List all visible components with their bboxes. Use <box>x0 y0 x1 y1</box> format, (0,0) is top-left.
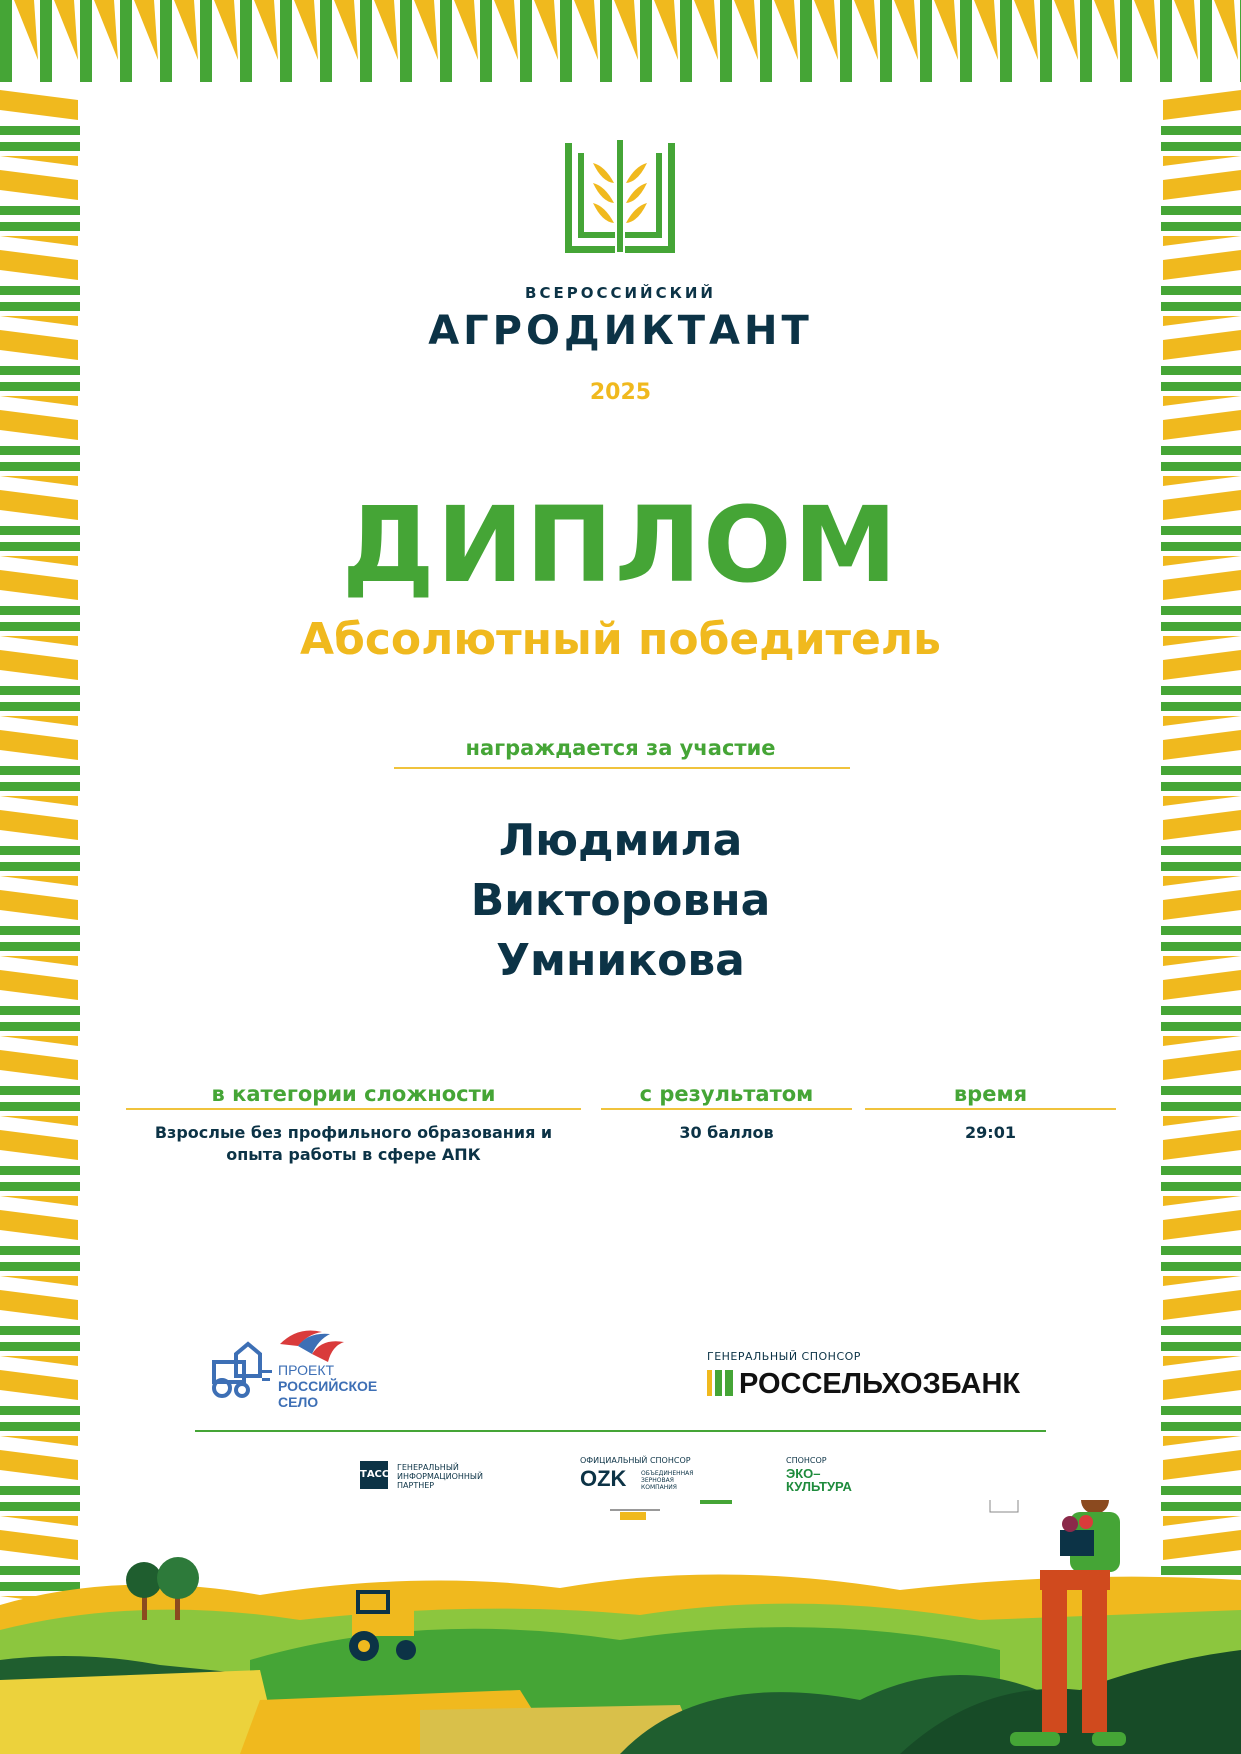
ornament-shape <box>1161 1086 1241 1095</box>
ornament-shape <box>0 1436 78 1446</box>
ornament-shape <box>400 0 412 82</box>
ornament-shape <box>1163 1370 1241 1400</box>
ornament-shape <box>160 0 172 82</box>
ornament-shape <box>0 90 78 120</box>
ornament-shape <box>1120 0 1132 82</box>
ornament-shape <box>0 1370 78 1400</box>
ozk-line3: КОМПАНИЯ <box>641 1484 677 1491</box>
ornament-shape <box>1163 410 1241 440</box>
ornament-shape <box>1161 1262 1241 1271</box>
ornament-shape <box>1161 1486 1241 1495</box>
ornament-shape <box>0 1486 80 1495</box>
project-line1: ПРОЕКТ <box>278 1362 335 1378</box>
ornament-shape <box>1161 142 1241 151</box>
ornament-shape <box>0 156 78 166</box>
drone-illustration <box>610 1500 760 1520</box>
tractor-house-icon <box>208 1326 274 1406</box>
sponsor-label: СПОНСОР <box>786 1456 827 1465</box>
ornament-shape <box>1160 0 1172 82</box>
ornament-shape <box>1161 222 1241 231</box>
ornament-shape <box>1161 1166 1241 1175</box>
ornament-shape <box>0 1356 78 1366</box>
ornament-shape <box>0 1422 80 1431</box>
result-value: 30 баллов <box>679 1123 774 1142</box>
eco-line1: ЭКО– <box>786 1466 821 1481</box>
ornament-shape <box>0 1166 80 1175</box>
ornament-shape <box>0 366 80 375</box>
ornament-shape <box>280 0 292 82</box>
ornament-shape <box>1161 1422 1241 1431</box>
ornament-shape <box>1161 206 1241 215</box>
ornament-shape <box>0 1406 80 1415</box>
ornament-shape <box>840 0 852 82</box>
ornament-shape <box>1163 1036 1241 1046</box>
ornament-shape <box>1163 1130 1241 1160</box>
bank-stripes-icon <box>707 1370 733 1396</box>
ornament-shape <box>200 0 212 82</box>
project-line2: РОССИЙСКОЕ <box>278 1378 378 1394</box>
ornament-shape <box>1163 90 1241 120</box>
ornament-shape <box>0 1290 78 1320</box>
ozk-caption <box>641 1470 693 1491</box>
category-value <box>126 1122 581 1166</box>
ozk-line2: ЗЕРНОВАЯ <box>641 1477 674 1484</box>
general-sponsor-name: РОССЕЛЬХОЗБАНК <box>739 1368 1021 1400</box>
ornament-shape <box>1163 250 1241 280</box>
project-russian-village-logo <box>208 1326 388 1416</box>
ornament-shape <box>1000 0 1012 82</box>
project-line3: СЕЛО <box>278 1394 319 1410</box>
time-underline <box>865 1108 1116 1110</box>
ornament-shape <box>1080 0 1092 82</box>
ornament-shape <box>0 1006 80 1015</box>
tass-line2: ИНФОРМАЦИОННЫЙ <box>397 1472 483 1481</box>
ornament-shape <box>0 206 80 215</box>
ornament-shape <box>0 1102 80 1111</box>
ornament-shape <box>0 410 78 440</box>
recipient-last-name: Умникова <box>496 935 745 986</box>
ornament-shape <box>1163 1356 1241 1366</box>
ornament-shape <box>40 0 52 82</box>
ornament-shape <box>1163 156 1241 166</box>
ornament-shape <box>880 0 892 82</box>
ornament-shape <box>1163 1436 1241 1446</box>
ornament-shape <box>80 0 92 82</box>
ornament-shape <box>1161 366 1241 375</box>
ornament-shape <box>1163 1276 1241 1286</box>
logo-subtitle: ВСЕРОССИЙСКИЙ <box>525 284 716 302</box>
tass-logo: ТАСС <box>360 1461 388 1489</box>
tass-line1: ГЕНЕРАЛЬНЫЙ <box>397 1463 459 1472</box>
ornament-shape <box>0 1326 80 1335</box>
ornament-shape <box>0 716 78 726</box>
time-value: 29:01 <box>965 1123 1016 1142</box>
ornament-shape <box>640 0 652 82</box>
ornament-shape <box>1163 1116 1241 1126</box>
general-sponsor-logo <box>707 1350 1057 1410</box>
ornament-shape <box>1161 1342 1241 1351</box>
ornament-shape <box>0 142 80 151</box>
recipient-first-name: Людмила <box>498 815 743 866</box>
ornament-shape <box>0 1036 78 1046</box>
ornament-shape <box>1161 1182 1241 1191</box>
recipient-patronymic: Викторовна <box>470 875 771 926</box>
ornament-shape <box>120 0 132 82</box>
diploma-title: ДИПЛОМ <box>342 484 899 606</box>
ornament-shape <box>520 0 532 82</box>
ornament-shape <box>1161 446 1241 455</box>
ornament-shape <box>0 126 80 135</box>
ornament-shape <box>1161 702 1241 711</box>
ornament-shape <box>1163 796 1241 806</box>
top-ornament <box>0 0 1241 82</box>
ornament-shape <box>1161 766 1241 775</box>
time-label: время <box>953 1082 1028 1106</box>
ornament-shape <box>0 250 78 280</box>
ornament-shape <box>0 1182 80 1191</box>
recipient-name <box>0 811 1241 991</box>
ornament-shape <box>0 1130 78 1160</box>
ornament-shape <box>0 1342 80 1351</box>
ornament-shape <box>1200 0 1212 82</box>
general-sponsor-label: ГЕНЕРАЛЬНЫЙ СПОНСОР <box>707 1350 861 1363</box>
ornament-shape <box>1161 1406 1241 1415</box>
ornament-shape <box>960 0 972 82</box>
diploma-subtitle: Абсолютный победитель <box>300 614 941 665</box>
ornament-shape <box>0 796 78 806</box>
awarded-for-label: награждается за участие <box>465 736 776 760</box>
category-label: в категории сложности <box>211 1082 496 1106</box>
ornament-shape <box>1161 1246 1241 1255</box>
ornament-shape <box>1163 170 1241 200</box>
ozk-logo: OZK <box>580 1466 627 1491</box>
ornament-shape <box>0 766 80 775</box>
category-underline <box>126 1108 581 1110</box>
ornament-shape <box>0 782 80 791</box>
farm-landscape-illustration <box>0 1500 1241 1754</box>
ornament-shape <box>1163 716 1241 726</box>
ornament-shape <box>600 0 612 82</box>
ornament-shape <box>1161 1006 1241 1015</box>
ornament-shape <box>0 170 78 200</box>
ornament-shape <box>0 1116 78 1126</box>
ornament-shape <box>440 0 452 82</box>
result-underline <box>601 1108 852 1110</box>
ornament-shape <box>0 1276 78 1286</box>
logo-title: АГРОДИКТАНТ <box>428 308 813 354</box>
ornament-shape <box>1161 686 1241 695</box>
ornament-shape <box>0 236 78 246</box>
ornament-shape <box>1163 1450 1241 1480</box>
ornament-shape <box>0 1086 80 1095</box>
ornament-shape <box>0 462 80 471</box>
ornament-shape <box>1161 1326 1241 1335</box>
ornament-shape <box>480 0 492 82</box>
ornament-shape <box>1040 0 1052 82</box>
ornament-shape <box>0 702 80 711</box>
category-value-line1: Взрослые без профильного образования и <box>154 1123 553 1142</box>
ornament-shape <box>320 0 332 82</box>
ornament-shape <box>800 0 812 82</box>
eco-culture-logo <box>786 1467 852 1493</box>
ornament-shape <box>560 0 572 82</box>
eco-line2: КУЛЬТУРА <box>786 1479 852 1494</box>
ornament-shape <box>0 1050 78 1080</box>
ornament-shape <box>0 1196 78 1206</box>
ornament-shape <box>0 446 80 455</box>
ornament-shape <box>0 1450 78 1480</box>
result-label: с результатом <box>639 1082 814 1106</box>
ornament-shape <box>1163 1210 1241 1240</box>
ornament-shape <box>1163 236 1241 246</box>
awarded-underline <box>394 767 850 769</box>
official-sponsor-label: ОФИЦИАЛЬНЫЙ СПОНСОР <box>580 1456 691 1465</box>
ornament-shape <box>1163 1196 1241 1206</box>
ornament-shape <box>0 0 12 82</box>
ornament-shape <box>1161 1102 1241 1111</box>
ornament-shape <box>1161 126 1241 135</box>
ornament-shape <box>240 0 252 82</box>
tass-line3: ПАРТНЕР <box>397 1481 435 1490</box>
category-value-line2: опыта работы в сфере АПК <box>226 1145 481 1164</box>
wheat-book-logo <box>560 138 680 258</box>
ornament-shape <box>0 1262 80 1271</box>
sponsor-divider <box>195 1430 1046 1432</box>
ornament-shape <box>360 0 372 82</box>
logo-year: 2025 <box>589 380 652 405</box>
ozk-line1: ОБЪЕДИНЕННАЯ <box>641 1470 694 1477</box>
ornament-shape <box>920 0 932 82</box>
ornament-shape <box>0 1246 80 1255</box>
ornament-shape <box>1163 1290 1241 1320</box>
ornament-shape <box>760 0 772 82</box>
ornament-shape <box>720 0 732 82</box>
ornament-shape <box>1163 1050 1241 1080</box>
ornament-shape <box>1161 782 1241 791</box>
ornament-shape <box>1161 462 1241 471</box>
ornament-shape <box>1161 1022 1241 1031</box>
russian-flag-icon <box>278 1324 348 1364</box>
ornament-shape <box>0 1210 78 1240</box>
ornament-shape <box>0 1022 80 1031</box>
ornament-shape <box>680 0 692 82</box>
ornament-shape <box>0 222 80 231</box>
tass-caption <box>397 1463 483 1490</box>
ornament-shape <box>0 686 80 695</box>
